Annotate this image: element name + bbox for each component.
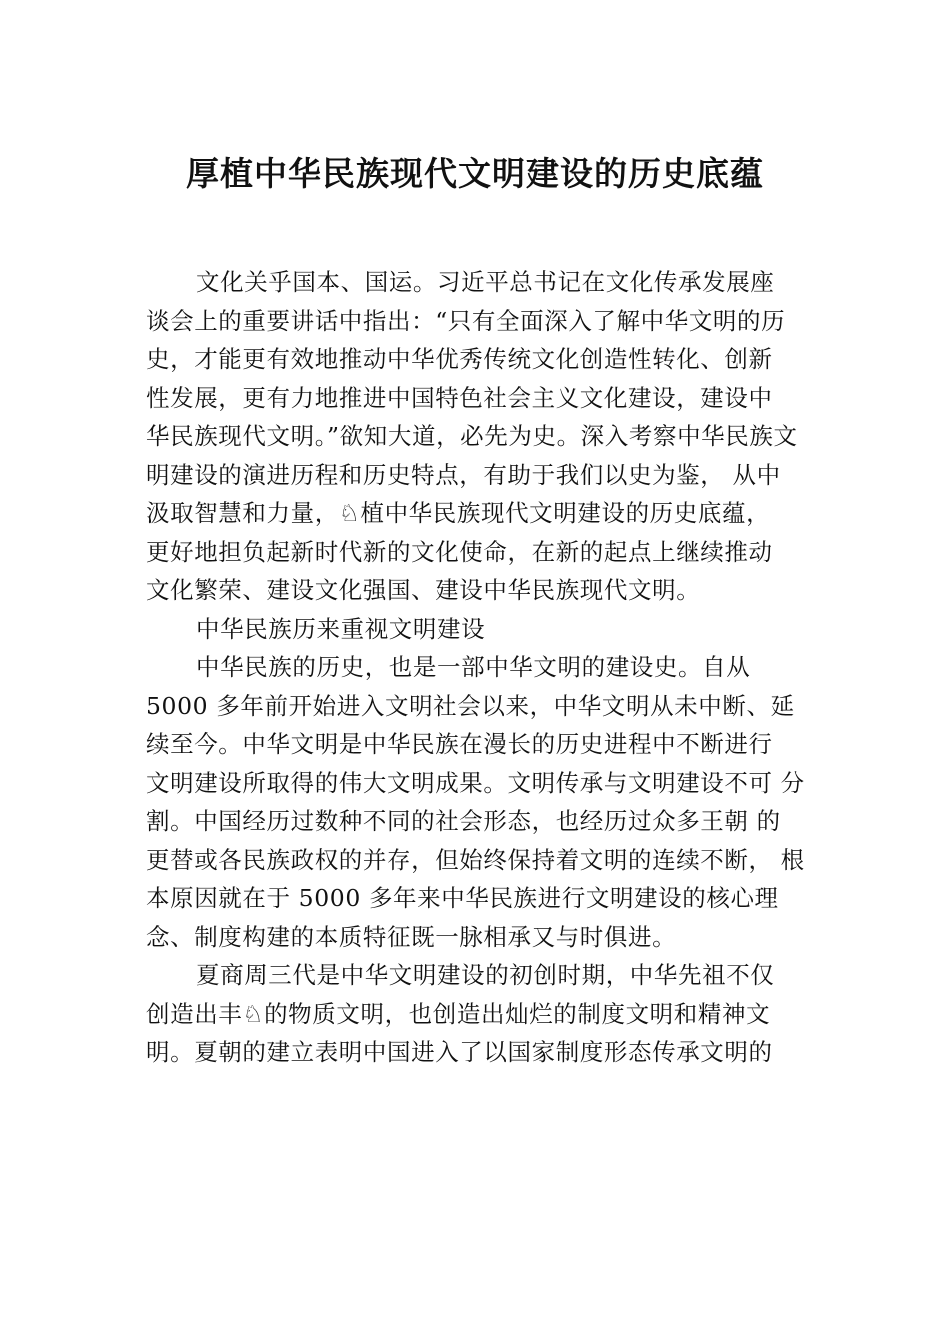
paragraph-line: 明建设的演进历程和历史特点，有助于我们以史为鉴， 从中 xyxy=(146,460,781,489)
paragraph-line: 谈会上的重要讲话中指出：“只有全面深入了解中华文明的历 xyxy=(146,306,786,335)
paragraph-line: 念、制度构建的本质特征既一脉相承又与时俱进。 xyxy=(146,922,677,951)
paragraph-line: 本原因就在于 5000 多年来中华民族进行文明建设的核心理 xyxy=(146,884,779,912)
paragraph-line: 更替或各民族政权的并存，但始终保持着文明的连续不断， 根 xyxy=(146,845,805,874)
paragraph xyxy=(146,263,846,610)
paragraph-line: 汲取智慧和力量，♘植中华民族现代文明建设的历史底蕴， xyxy=(146,499,771,527)
paragraph-line: 文化关乎国本、国运。习近平总书记在文化传承发展座 xyxy=(196,268,775,296)
paragraph-line: 文明建设所取得的伟大文明成果。文明传承与文明建设不可 分 xyxy=(146,768,805,797)
document-title: 厚植中华民族现代文明建设的历史底蕴 xyxy=(186,154,764,193)
paragraph-line: 割。中国经历过数种不同的社会形态，也经历过众多王朝 的 xyxy=(146,807,781,835)
paragraph-line: 5000 多年前开始进入文明社会以来，中华文明从未中断、延 xyxy=(146,691,795,720)
paragraph-line: 中华民族的历史，也是一部中华文明的建设史。自从 xyxy=(196,653,751,681)
paragraph xyxy=(146,648,846,956)
section-heading-text: 中华民族历来重视文明建设 xyxy=(196,614,486,643)
paragraph-line: 华民族现代文明。”欲知大道，必先为史。深入考察中华民族文 xyxy=(146,422,798,450)
paragraph-line: 创造出丰♘的物质文明，也创造出灿烂的制度文明和精神文 xyxy=(146,999,771,1028)
paragraph-line: 续至今。中华文明是中华民族在漫长的历史进程中不断进行 xyxy=(146,730,773,758)
paragraph-line: 更好地担负起新时代新的文化使命，在新的起点上继续推动 xyxy=(146,537,773,566)
paragraph-line: 明。夏朝的建立表明中国进入了以国家制度形态传承文明的 xyxy=(146,1038,773,1066)
section-heading xyxy=(146,610,846,649)
paragraph-line: 文化繁荣、建设文化强国、建设中华民族现代文明。 xyxy=(146,576,701,604)
paragraph xyxy=(146,956,846,1072)
document-body xyxy=(146,263,846,1072)
paragraph-line: 史，才能更有效地推动中华优秀传统文化创造性转化、创新 xyxy=(146,345,773,373)
paragraph-line: 夏商周三代是中华文明建设的初创时期，中华先祖不仅 xyxy=(196,961,775,989)
paragraph-line: 性发展，更有力地推进中国特色社会主义文化建设，建设中 xyxy=(146,383,773,412)
